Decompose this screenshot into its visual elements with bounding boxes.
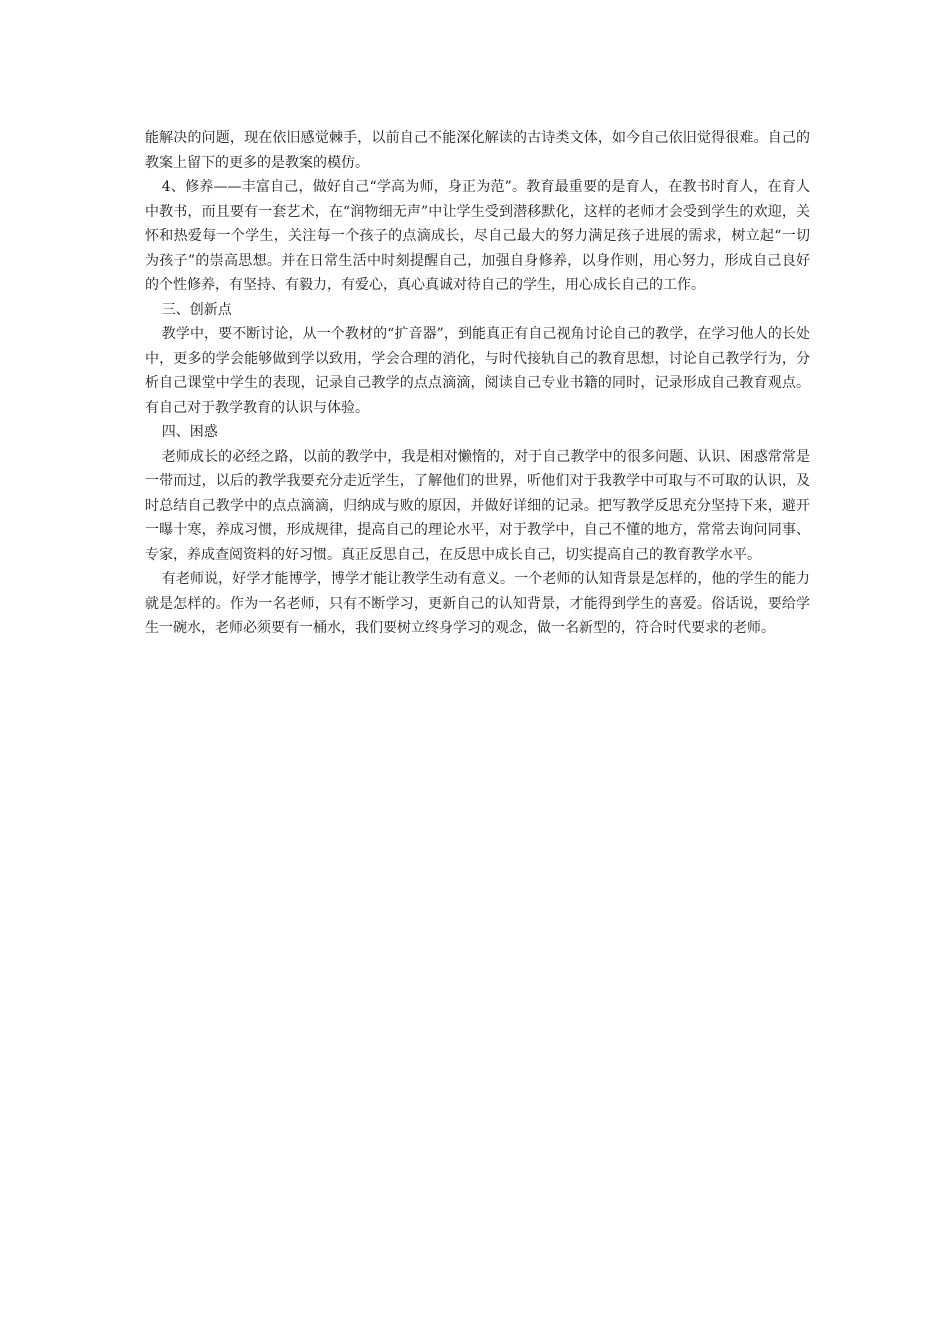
section-heading-innovation: 三、创新点 <box>161 301 232 318</box>
paragraph-conclusion: 有老师说，好学才能博学，博学才能让教学生动有意义。一个老师的认知背景是怎样的，他的学生的能力就是怎样的。作为一名老师，只有不断学习，更新自己的认知背景，才能得到学生的喜爱。俗话说，要给学生一碗水，老师必须要有一桶水，我们要树立终身学习的观念，做一名新型的，符合时代要求的老师。 <box>145 571 810 636</box>
paragraph-cultivation: 4、修养——丰富自己，做好自己“学高为师，身正为范”。教育最重要的是育人，在教书时育人，在育人中教书，而且要有一套艺术，在“润物细无声”中让学生受到潜移默化，这样的老师才会受到学生的欢迎，关怀和热爱每一个学生，关注每一个孩子的点滴成长，尽自己最大的努力满足孩子进展的需求，树立起“一切为孩子”的崇高思想。并在日常生活中时刻提醒自己，加强自身修养，以身作则，用心努力，形成自己良好的个性修养，有坚持、有毅力，有爱心，真心真诚对待自己的学生，用心成长自己的工作。 <box>145 179 810 293</box>
paragraph-innovation: 教学中，要不断讨论，从一个教材的“扩音器”，到能真正有自己视角讨论自己的教学，在学习他人的长处中，更多的学会能够做到学以致用，学会合理的消化，与时代接轨自己的教育思想，讨论自己教学行为，分析自己课堂中学生的表现，记录自己教学的点点滴滴，阅读自己专业书籍的同时，记录形成自己教育观点。有自己对于教学教育的认识与体验。 <box>145 326 810 416</box>
paragraph-confusion: 老师成长的必经之路，以前的教学中，我是相对懒惰的，对于自己教学中的很多问题、认识、困惑常常是一带而过，以后的教学我要充分走近学生，了解他们的世界，听他们对于我教学中可取与不可取的认识，及时总结自己教学中的点点滴滴，归纳成与败的原因，并做好详细的记录。把写教学反思充分坚持下来，避开一曝十寒，养成习惯，形成规律，提高自己的理论水平，对于教学中，自己不懂的地方，常常去询问同事、专家，养成查阅资料的好习惯。真正反思自己，在反思中成长自己，切实提高自己的教育教学水平。 <box>145 448 810 563</box>
document-page <box>145 126 810 641</box>
paragraph-continuation: 能解决的问题，现在依旧感觉棘手，以前自己不能深化解读的古诗类文体，如今自己依旧觉得很难。自己的教案上留下的更多的是教案的模仿。 <box>145 130 810 171</box>
section-heading-confusion: 四、困惑 <box>161 424 218 440</box>
